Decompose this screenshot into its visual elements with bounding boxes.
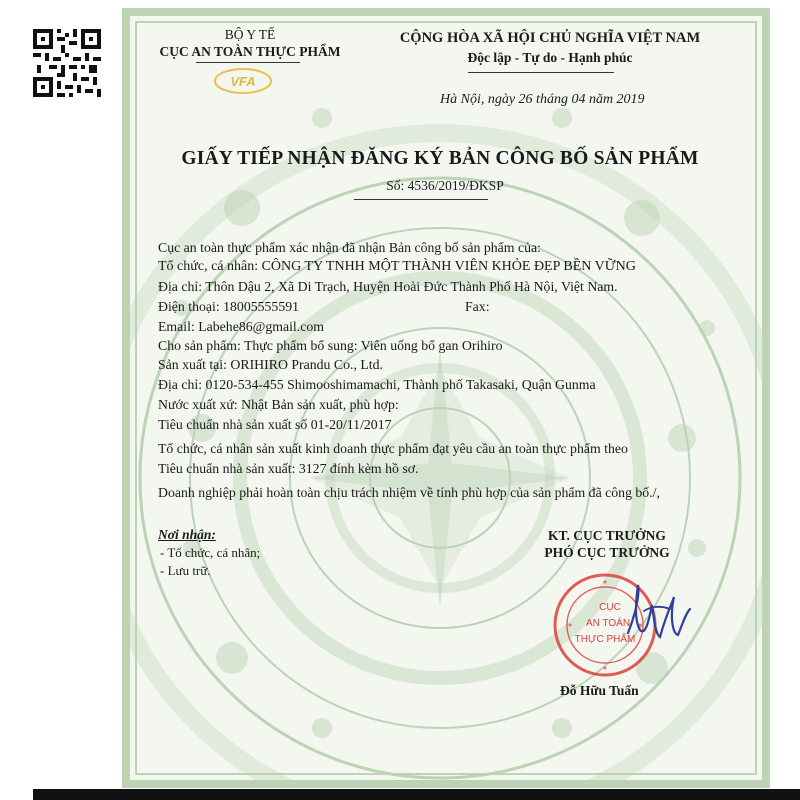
- agency-underline: [196, 62, 300, 63]
- agency-name: CỤC AN TOÀN THỰC PHẨM: [159, 44, 341, 59]
- body-conformity-1: Tổ chức, cá nhân sản xuất kinh doanh thực phẩm đạt yêu cầu an toàn thực phẩm theo: [158, 441, 628, 456]
- national-header: [370, 30, 730, 66]
- logo-text: VFA: [230, 74, 256, 89]
- handwritten-signature: [600, 575, 720, 665]
- country-name: CỘNG HÒA XÃ HỘI CHỦ NGHĨA VIỆT NAM: [399, 30, 701, 46]
- body-standard: Tiêu chuẩn nhà sản xuất số 01-20/11/2017: [158, 417, 392, 432]
- signer-role-2: PHÓ CỤC TRƯỞNG: [544, 545, 670, 560]
- stamp-text-line: AN TOÀN: [585, 618, 631, 629]
- body-origin: Nước xuất xứ: Nhật Bản sản xuất, phù hợp:: [158, 397, 399, 412]
- bottom-border: [33, 789, 800, 800]
- body-fax: Fax:: [465, 299, 490, 314]
- body-email: Email: Labehe86@gmail.com: [158, 319, 324, 334]
- body-manufacturer: Sản xuất tại: ORIHIRO Prandu Co., Ltd.: [158, 357, 383, 372]
- motto-underline: [468, 72, 614, 73]
- recipient-item: - Tổ chức, cá nhân;: [160, 545, 261, 560]
- national-motto: Độc lập - Tự do - Hạnh phúc: [467, 50, 633, 65]
- signer-name: Đỗ Hữu Tuấn: [560, 683, 639, 698]
- recipients-label: Nơi nhận:: [158, 527, 216, 542]
- body-conformity-2: Tiêu chuẩn nhà sản xuất: 3127 đính kèm hồ sơ.: [158, 461, 419, 476]
- document-number: Số: 4536/2019/ĐKSP: [386, 178, 504, 193]
- ministry-name: BỘ Y TẾ: [224, 27, 276, 42]
- document-title: GIẤY TIẾP NHẬN ĐĂNG KÝ BẢN CÔNG BỐ SẢN PHẨM: [181, 148, 699, 169]
- body-address: Địa chỉ: Thôn Dậu 2, Xã Di Trạch, Huyện Hoài Đức Thành Phố Hà Nội, Việt Nam.: [158, 279, 618, 294]
- signer-role-1: KT. CỤC TRƯỞNG: [548, 528, 666, 543]
- number-underline: [354, 199, 488, 200]
- body-responsibility: Doanh nghiệp phải hoàn toàn chịu trách nhiệm về tính phù hợp của sản phẩm đã công bố./,: [158, 485, 660, 500]
- body-manufacturer-address: Địa chỉ: 0120-534-455 Shimooshimamachi, Thành phố Takasaki, Quận Gunma: [158, 377, 596, 392]
- body-phone: Điện thoại: 18005555591: [158, 299, 300, 314]
- stamp-text-line: CỤC: [599, 602, 621, 613]
- body-intro: Cục an toàn thực phẩm xác nhận đã nhận Bản công bố sản phẩm của:: [158, 240, 541, 255]
- vfa-logo: [212, 66, 274, 96]
- qr-code: [33, 29, 101, 97]
- body-organization: Tổ chức, cá nhân: CÔNG TY TNHH MỘT THÀNH VIÊN KHỎE ĐẸP BỀN VỮNG: [158, 259, 636, 274]
- recipient-item: - Lưu trữ.: [160, 563, 211, 578]
- body-product: Cho sản phẩm: Thực phẩm bổ sung: Viên uống bổ gan Orihiro: [158, 338, 503, 353]
- issuer-header: [130, 26, 370, 60]
- issue-date: Hà Nội, ngày 26 tháng 04 năm 2019: [440, 92, 645, 107]
- stamp-text-line: THỰC PHẨM: [574, 634, 636, 645]
